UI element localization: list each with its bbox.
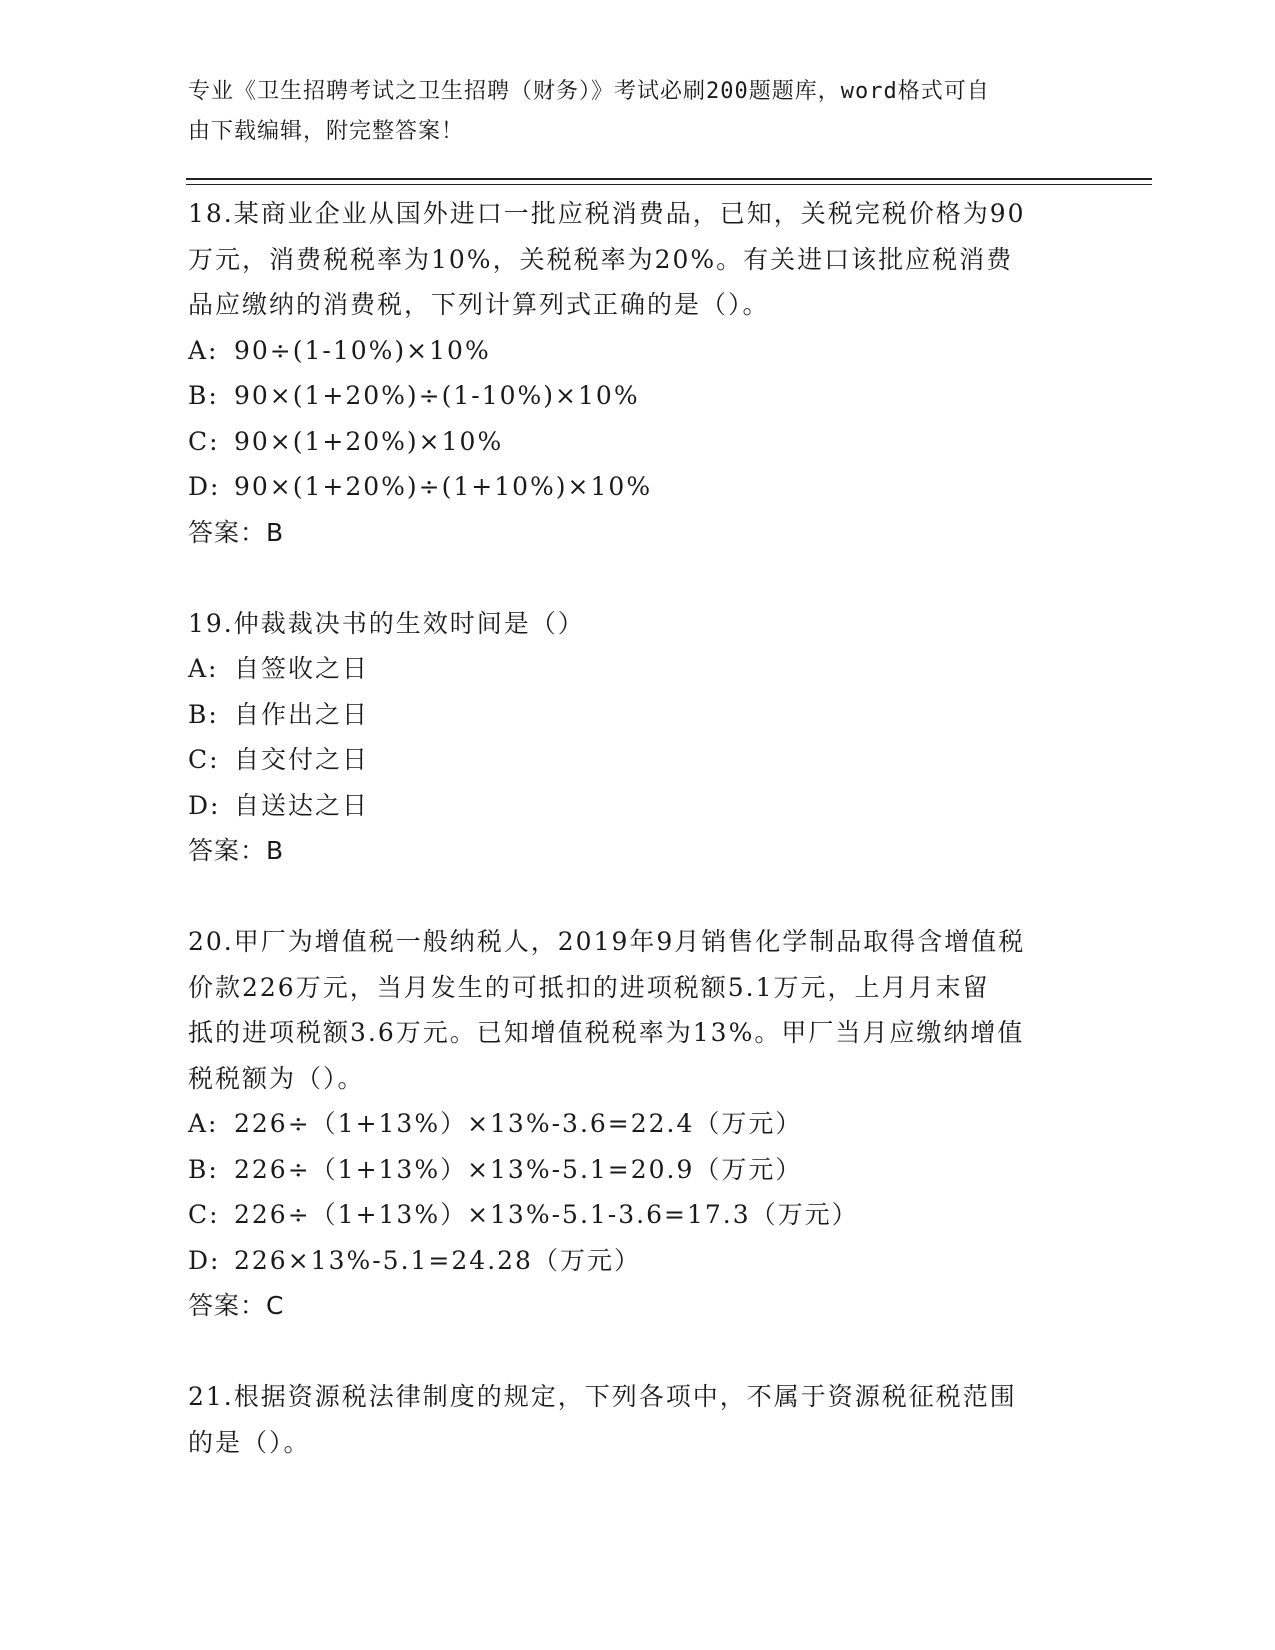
option-b bbox=[188, 373, 1078, 419]
option-c bbox=[188, 737, 1078, 783]
option-text: 自送达之日 bbox=[234, 790, 370, 820]
option-b bbox=[188, 1147, 1078, 1193]
question-list bbox=[188, 191, 1078, 1465]
stem-line: 19.仲裁裁决书的生效时间是（） bbox=[188, 608, 585, 638]
option-a bbox=[188, 646, 1078, 692]
option-label: B: bbox=[188, 1154, 219, 1184]
document-header bbox=[188, 72, 1068, 152]
option-a bbox=[188, 1101, 1078, 1147]
stem-line: 抵的进项税额3.6万元。已知增值税税率为13%。甲厂当月应缴纳增值 bbox=[188, 1018, 1025, 1047]
question-stem bbox=[188, 601, 1078, 647]
question-21 bbox=[188, 1374, 1078, 1465]
question-stem bbox=[188, 1374, 1078, 1465]
spacer bbox=[188, 555, 1078, 601]
option-label: D: bbox=[188, 472, 221, 501]
option-text: 自作出之日 bbox=[234, 699, 370, 729]
option-text: 226÷（1+13%）×13%-5.1-3.6=17.3（万元） bbox=[234, 1200, 859, 1229]
question-18 bbox=[188, 191, 1078, 555]
option-label: A: bbox=[188, 654, 219, 683]
option-text: 90×(1+20%)÷(1-10%)×10% bbox=[234, 381, 640, 410]
stem-line: 的是（）。 bbox=[188, 1427, 311, 1457]
option-d bbox=[188, 464, 1078, 510]
stem-line: 20.甲厂为增值税一般纳税人，2019年9月销售化学制品取得含增值税 bbox=[188, 927, 1026, 956]
option-a bbox=[188, 328, 1078, 374]
answer-line: 答案：B bbox=[188, 836, 285, 865]
stem-line: 价款226万元，当月发生的可抵扣的进项税额5.1万元，上月月末留 bbox=[188, 972, 990, 1002]
stem-line: 18.某商业企业从国外进口一批应税消费品，已知，关税完税价格为90 bbox=[188, 199, 1026, 228]
option-c bbox=[188, 419, 1078, 465]
option-text: 90×(1+20%)×10% bbox=[234, 426, 504, 456]
option-label: C: bbox=[188, 1200, 220, 1229]
question-20 bbox=[188, 919, 1078, 1329]
option-d bbox=[188, 1238, 1078, 1284]
option-d bbox=[188, 783, 1078, 829]
option-c bbox=[188, 1192, 1078, 1238]
spacer bbox=[188, 874, 1078, 920]
option-text: 自签收之日 bbox=[234, 654, 370, 683]
stem-line: 21.根据资源税法律制度的规定，下列各项中，不属于资源税征税范围 bbox=[188, 1382, 1017, 1411]
question-19 bbox=[188, 601, 1078, 874]
option-label: C: bbox=[188, 426, 220, 456]
option-text: 90÷(1-10%)×10% bbox=[234, 335, 491, 365]
question-stem bbox=[188, 191, 1078, 328]
option-label: B: bbox=[188, 699, 219, 729]
option-text: 226×13%-5.1=24.28（万元） bbox=[234, 1245, 641, 1275]
header-line-2: 由下载编辑，附完整答案！ bbox=[188, 119, 465, 144]
option-b bbox=[188, 692, 1078, 738]
stem-line: 万元，消费税税率为10%，关税税率为20%。有关进口该批应税消费 bbox=[188, 244, 1014, 274]
answer-line: 答案：C bbox=[188, 1291, 285, 1320]
option-text: 226÷（1+13%）×13%-5.1=20.9（万元） bbox=[234, 1154, 803, 1184]
header-rule-thin bbox=[186, 184, 1152, 185]
header-line-1: 专业《卫生招聘考试之卫生招聘（财务）》考试必刷200题题库，word格式可自 bbox=[188, 79, 990, 104]
option-label: C: bbox=[188, 745, 220, 774]
spacer bbox=[188, 1329, 1078, 1375]
option-label: D: bbox=[188, 790, 221, 820]
option-text: 90×(1+20%)÷(1+10%)×10% bbox=[234, 472, 653, 501]
stem-line: 税税额为（）。 bbox=[188, 1063, 365, 1093]
option-text: 自交付之日 bbox=[234, 745, 370, 774]
option-label: B: bbox=[188, 381, 219, 410]
header-rule-thick bbox=[186, 178, 1152, 180]
option-text: 226÷（1+13%）×13%-3.6=22.4（万元） bbox=[234, 1109, 803, 1138]
answer-line: 答案：B bbox=[188, 517, 285, 547]
option-label: A: bbox=[188, 335, 219, 365]
question-stem bbox=[188, 919, 1078, 1101]
option-label: D: bbox=[188, 1245, 221, 1275]
stem-line: 品应缴纳的消费税，下列计算列式正确的是（）。 bbox=[188, 290, 770, 319]
option-label: A: bbox=[188, 1109, 219, 1138]
